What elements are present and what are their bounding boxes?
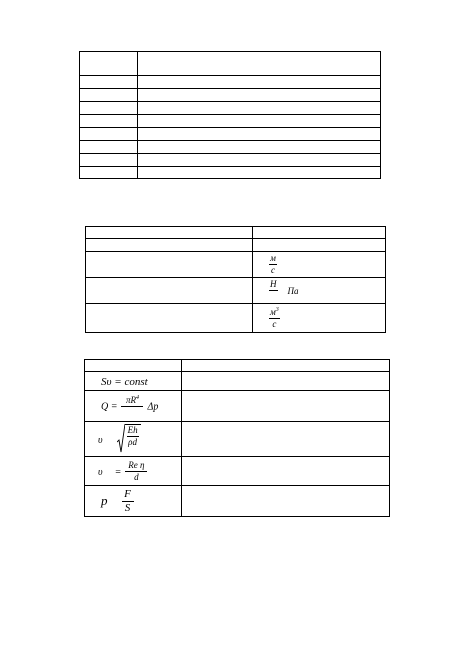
sqrt-expression <box>117 424 141 454</box>
formula-continuity: Sυ = const <box>101 376 148 388</box>
table-row <box>86 239 386 252</box>
table-cell <box>80 76 138 89</box>
table-cell <box>138 128 381 141</box>
table-row <box>80 115 381 128</box>
formula-cell-pulse-wave <box>85 422 182 457</box>
table-cell <box>80 89 138 102</box>
unit-cell-flow <box>253 304 386 333</box>
table-row <box>85 457 390 486</box>
formula-cell-reynolds <box>85 457 182 486</box>
table-cell <box>138 102 381 115</box>
table-cell <box>182 486 390 517</box>
table-row <box>86 252 386 278</box>
unit-numerator: Н <box>270 279 277 289</box>
table-row <box>80 141 381 154</box>
formula-denominator: ρd <box>128 437 137 447</box>
formula-denominator: d <box>134 471 139 482</box>
table-cell <box>86 252 253 278</box>
table-3 <box>84 359 390 517</box>
table-2 <box>85 226 386 333</box>
formula-lhs: υ <box>98 434 103 446</box>
formula-lhs: Q = <box>101 401 118 413</box>
table-row <box>86 304 386 333</box>
table-row <box>80 89 381 102</box>
table-row <box>80 52 381 76</box>
table-row <box>80 154 381 167</box>
unit-numerator: м <box>270 307 276 317</box>
table-cell <box>182 422 390 457</box>
table-cell <box>138 154 381 167</box>
unit-denominator: с <box>272 319 277 329</box>
table-row <box>85 372 390 391</box>
table-cell <box>80 115 138 128</box>
table-row <box>80 128 381 141</box>
formula-cell-pressure <box>85 486 182 517</box>
sqrt-body <box>125 424 141 454</box>
table-cell <box>85 360 182 372</box>
formula-numerator: Re η <box>125 461 147 472</box>
table-cell <box>138 141 381 154</box>
formula-numerator: Eh <box>127 425 138 435</box>
formula-fraction <box>127 426 139 447</box>
table-cell <box>86 227 253 239</box>
table-cell <box>80 128 138 141</box>
table-row <box>80 76 381 89</box>
table-cell <box>182 457 390 486</box>
table-cell <box>182 360 390 372</box>
formula-numerator: F <box>122 489 134 502</box>
unit-denominator <box>269 291 278 301</box>
table-cell <box>80 141 138 154</box>
table-cell <box>253 227 386 239</box>
unit-denominator: с <box>271 265 275 275</box>
table-cell <box>138 89 381 102</box>
table-row <box>80 102 381 115</box>
table-row <box>85 486 390 517</box>
unit-numerator-wrap <box>269 307 280 319</box>
formula-lhs: υ <box>98 466 103 478</box>
table-cell <box>80 102 138 115</box>
formula-exponent: 4 <box>135 395 139 401</box>
formula-equals: = <box>114 466 122 478</box>
unit-suffix: Па <box>287 286 299 297</box>
formula-fraction <box>122 489 134 514</box>
table-row <box>85 360 390 372</box>
formula-rhs: Δp <box>147 401 159 413</box>
unit-cell-velocity <box>253 252 386 278</box>
table-cell <box>80 154 138 167</box>
table-cell <box>86 278 253 304</box>
table-cell <box>253 239 386 252</box>
formula-numerator-wrap <box>121 395 143 407</box>
formula-lhs: p <box>101 492 108 508</box>
table-cell <box>86 239 253 252</box>
table-cell <box>182 372 390 391</box>
table-row <box>85 422 390 457</box>
formula-cell-continuity <box>85 372 182 391</box>
unit-fraction <box>269 254 277 275</box>
table-row <box>85 391 390 422</box>
formula-cell-poiseuille <box>85 391 182 422</box>
table-cell <box>138 167 381 179</box>
formula-denominator: S <box>124 501 131 514</box>
sqrt-icon <box>117 424 125 454</box>
unit-cell-pressure <box>253 278 386 304</box>
table-cell <box>86 304 253 333</box>
unit-exponent: 3 <box>275 307 279 313</box>
unit-fraction <box>269 280 278 301</box>
table-row <box>86 278 386 304</box>
table-row <box>80 167 381 179</box>
table-cell <box>182 391 390 422</box>
table-row <box>86 227 386 239</box>
formula-numerator: πR <box>125 395 136 405</box>
unit-numerator: м <box>270 253 276 263</box>
table-1 <box>79 51 381 179</box>
table-cell <box>80 167 138 179</box>
table-cell <box>138 52 381 76</box>
unit-fraction <box>269 307 280 329</box>
formula-fraction <box>121 395 143 417</box>
table-cell <box>138 115 381 128</box>
formula-fraction <box>125 461 147 482</box>
table-cell <box>138 76 381 89</box>
table-cell <box>80 52 138 76</box>
formula-denominator <box>121 407 143 417</box>
